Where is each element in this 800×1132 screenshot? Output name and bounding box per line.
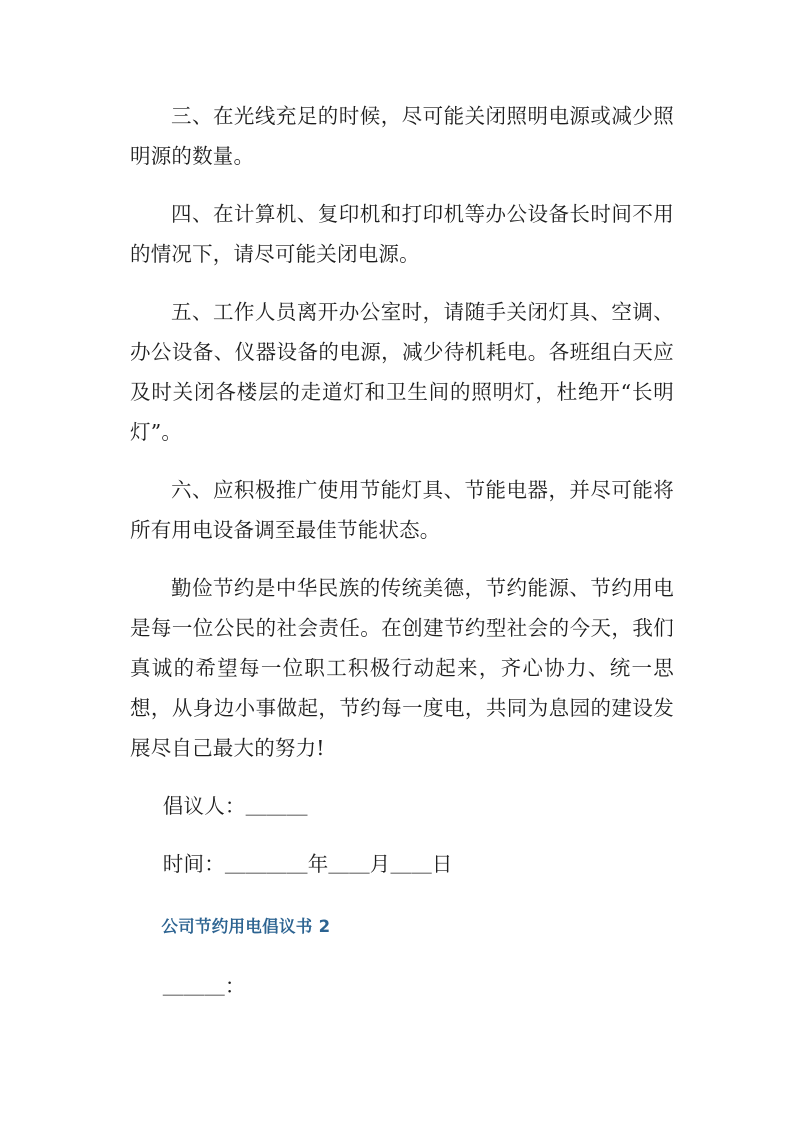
paragraph-item-five: 五、工作人员离开办公室时，请随手关闭灯具、空调、办公设备、仪器设备的电源，减少待机耗电。各班组白天应及时关闭各楼层的走道灯和卫生间的照明灯，杜绝开“长明灯”。: [130, 300, 674, 444]
section-heading-proposal-two: 公司节约用电倡议书 2: [161, 917, 331, 936]
paragraph-item-six: 六、应积极推广使用节能灯具、节能电器，并尽可能将所有用电设备调至最佳节能状态。: [130, 478, 674, 542]
document-body: [130, 96, 674, 1006]
signature-proposer-line: 倡议人：＿＿＿: [162, 794, 308, 818]
signature-date-line: 时间：＿＿＿＿年＿＿月＿＿日: [162, 852, 453, 876]
paragraph-closing-appeal: 勤俭节约是中华民族的传统美德，节约能源、节约用电是每一位公民的社会责任。在创建节约型社会的今天，我们真诚的希望每一位职工积极行动起来，齐心协力、统一思想，从身边小事做起，节约每一度电，共同为息园的建设发展尽自己最大的努力!: [130, 576, 674, 760]
paragraph-item-four: 四、在计算机、复印机和打印机等办公设备长时间不用的情况下，请尽可能关闭电源。: [130, 202, 674, 266]
salutation-blank-line: ＿＿＿：: [162, 974, 246, 998]
paragraph-item-three: 三、在光线充足的时候，尽可能关闭照明电源或减少照明源的数量。: [130, 104, 674, 168]
